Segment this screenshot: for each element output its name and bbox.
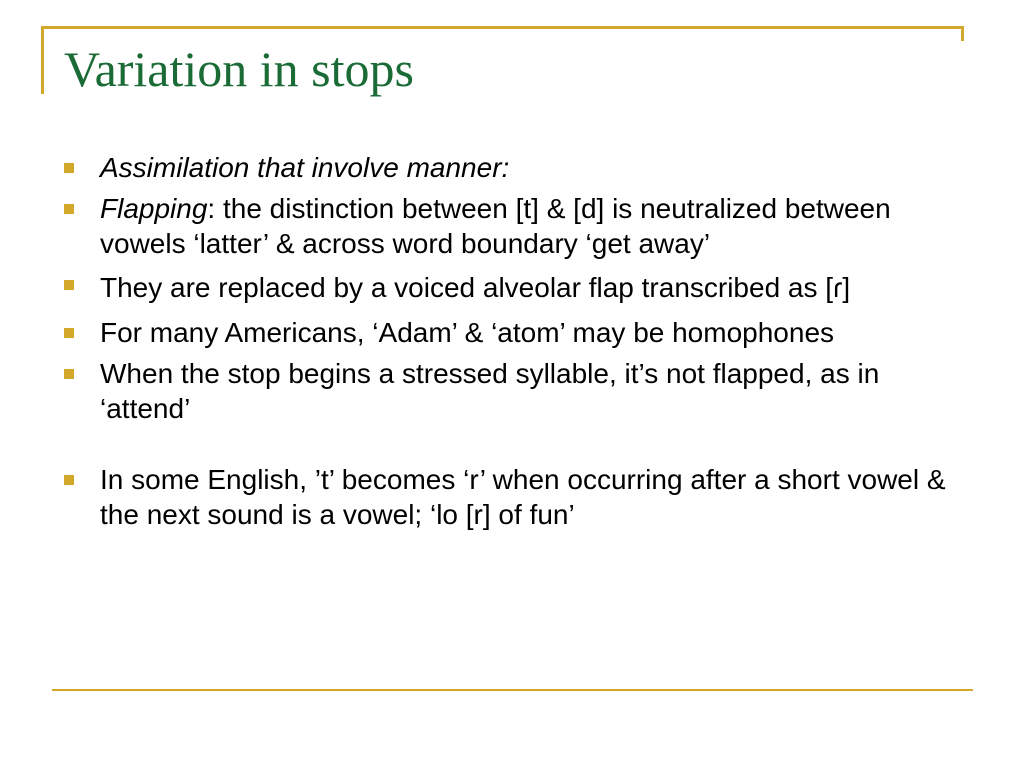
frame-right-tick [961,26,964,41]
bullet-text: : the distinction between [t] & [d] is neutralized between vowels ‘latter’ & across word boundary ‘get away’ [100,193,891,259]
frame-left-rule [41,26,44,94]
bullet-italic-text: Assimilation that involve manner: [100,152,510,183]
square-bullet-icon [64,328,74,338]
bullet-item-6 [64,462,964,532]
bullet-list [64,150,964,538]
bullet-text: When the stop begins a stressed syllable, it’s not flapped, as in ‘attend’ [100,358,880,424]
bullet-item-4 [64,315,964,350]
square-bullet-icon [64,475,74,485]
bullet-item-3 [64,267,964,309]
square-bullet-icon [64,204,74,214]
square-bullet-icon [64,280,74,290]
square-bullet-icon [64,163,74,173]
frame-bottom-rule [52,689,973,691]
bullet-item-2 [64,191,964,261]
bullet-italic-text: Flapping [100,193,208,224]
bullet-item-5 [64,356,964,426]
bullet-item-1 [64,150,964,185]
square-bullet-icon [64,369,74,379]
slide-title: Variation in stops [64,41,414,97]
frame-top-rule [41,26,963,29]
bullet-text: They are replaced by a voiced alveolar flap transcribed as [ɾ] [100,272,851,303]
bullet-text: In some English, ’t’ becomes ‘r’ when occurring after a short vowel & the next sound is a vowel; ‘lo [r] of fun’ [100,464,946,530]
bullet-text: For many Americans, ‘Adam’ & ‘atom’ may be homophones [100,317,835,348]
